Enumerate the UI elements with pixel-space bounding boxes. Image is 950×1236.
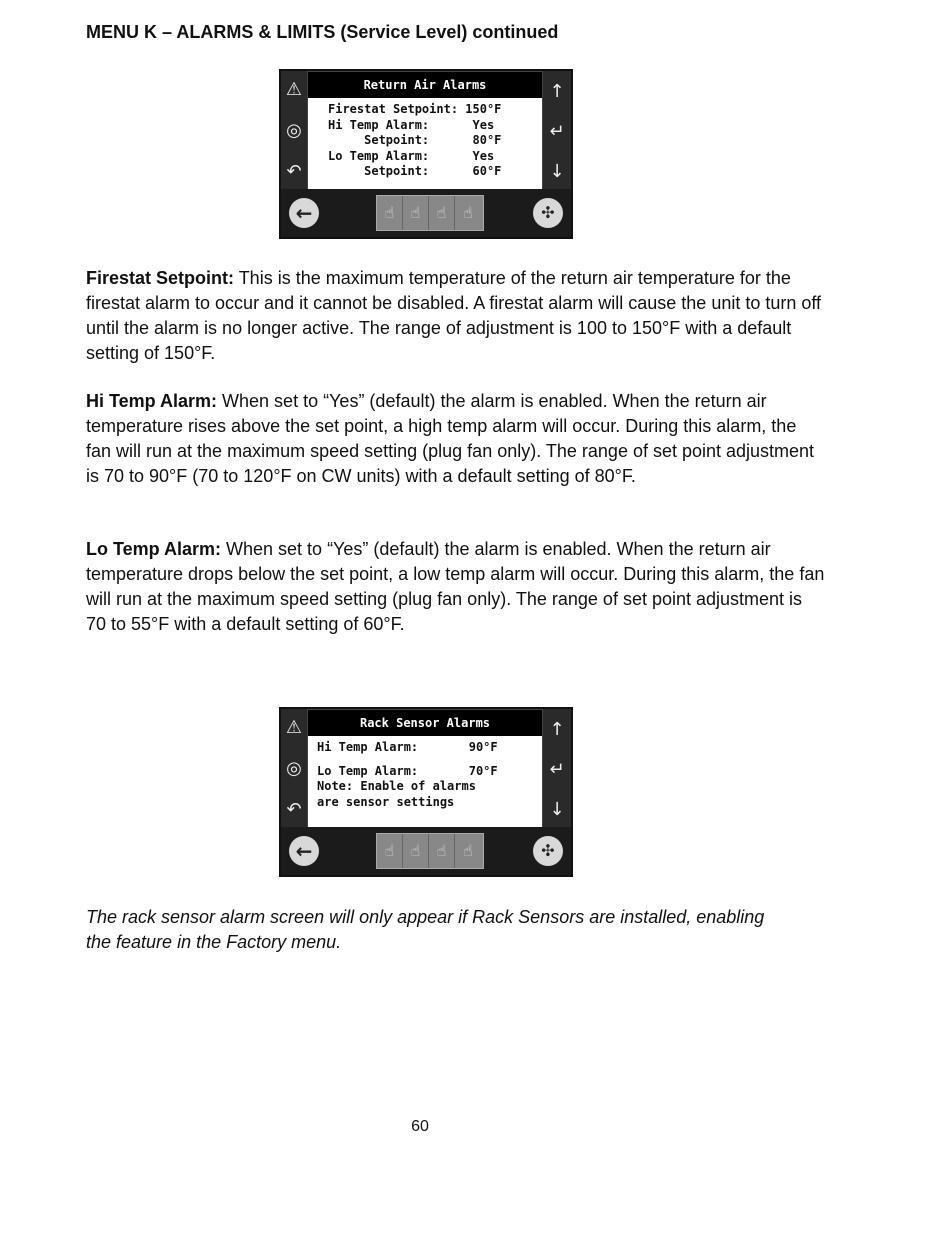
alarm-warning-icon[interactable]: ⚠ [285,79,303,100]
screen-line: Setpoint: 80°F [328,133,502,147]
firestat-paragraph [86,266,826,366]
home-icon[interactable]: ◎ [286,120,302,141]
hmi-right-column [543,709,571,829]
access-level-icon[interactable]: ☝ ☝ ☝ ☝ [376,195,484,231]
screen-line: Hi Temp Alarm: 90°F [317,740,498,754]
screen-title: Return Air Alarms [308,72,542,98]
screen-line: are sensor settings [317,794,455,809]
fan-icon[interactable]: ✣ [533,836,563,866]
paragraph-text: When set to “Yes” (default) the alarm is enabled. When the return air temperature drops below the set point, a low temp alarm will occur. During this alarm, the fan will run at the maximum speed setting (plug fan only). The range of set point adjustment is 70 to 55°F with a default setting of 60°F. [86,539,825,634]
enter-icon[interactable]: ↵ [549,121,565,142]
hi-temp-paragraph [86,389,826,489]
screen-lines [308,736,542,810]
paragraph-text: This is the maximum temperature of the return air temperature for the firestat alarm to occur and it cannot be disabled. A firestat alarm will cause the unit to turn off until the alarm is no longer active. The range of adjustment is 100 to 150°F with a default setting of 150°F. [86,268,822,363]
hmi-bottom-bar [281,827,571,875]
hmi-right-column [543,71,571,191]
paragraph-text: When set to “Yes” (default) the alarm is enabled. When the return air temperature rises above the set point, a high temp alarm will occur. During this alarm, the fan will run at the maximum speed setting (plug fan only). The range of set point adjustment is 70 to 90°F (70 to 120°F on CW units) with a default setting of 80°F. [86,391,815,486]
home-icon[interactable]: ◎ [286,758,302,779]
screen-line: Firestat Setpoint: 150°F [328,102,502,116]
back-arrow-icon[interactable]: ← [289,836,319,866]
undo-icon[interactable]: ↶ [286,799,302,820]
screen-line: Note: Enable of alarms [317,779,476,793]
hmi-bottom-bar [281,189,571,237]
paragraph-label: Hi Temp Alarm: [86,391,218,411]
screen-panel [307,709,543,829]
page-number: 60 [411,1118,429,1135]
screen-lines [308,98,542,180]
screen-line: Lo Temp Alarm: 70°F [317,763,498,778]
undo-icon[interactable]: ↶ [286,161,302,182]
arrow-up-icon[interactable]: ↑ [549,719,565,740]
screen-line: Lo Temp Alarm: Yes [328,148,495,163]
arrow-down-icon[interactable]: ↓ [549,161,565,182]
hmi-left-column [281,71,307,191]
screen-title: Rack Sensor Alarms [308,710,542,736]
screen-line-gap [317,756,542,764]
lo-temp-paragraph [86,537,826,637]
fan-icon[interactable]: ✣ [533,198,563,228]
back-arrow-icon[interactable]: ← [289,198,319,228]
screen-panel [307,71,543,191]
screen-line: Hi Temp Alarm: Yes [328,117,495,132]
page-heading: MENU K – ALARMS & LIMITS (Service Level) continued [86,22,559,42]
rack-sensor-alarms-screen [279,707,573,877]
hmi-left-column [281,709,307,829]
screen-line: Setpoint: 60°F [328,164,502,178]
rack-sensor-note: The rack sensor alarm screen will only appear if Rack Sensors are installed, enabling the feature in the Factory menu. [86,907,765,952]
paragraph-label: Lo Temp Alarm: [86,539,222,559]
paragraph-label: Firestat Setpoint: [86,268,235,288]
arrow-down-icon[interactable]: ↓ [549,799,565,820]
return-air-alarms-screen [279,69,573,239]
alarm-warning-icon[interactable]: ⚠ [285,717,303,738]
arrow-up-icon[interactable]: ↑ [549,81,565,102]
enter-icon[interactable]: ↵ [549,759,565,780]
access-level-icon[interactable]: ☝ ☝ ☝ ☝ [376,833,484,869]
